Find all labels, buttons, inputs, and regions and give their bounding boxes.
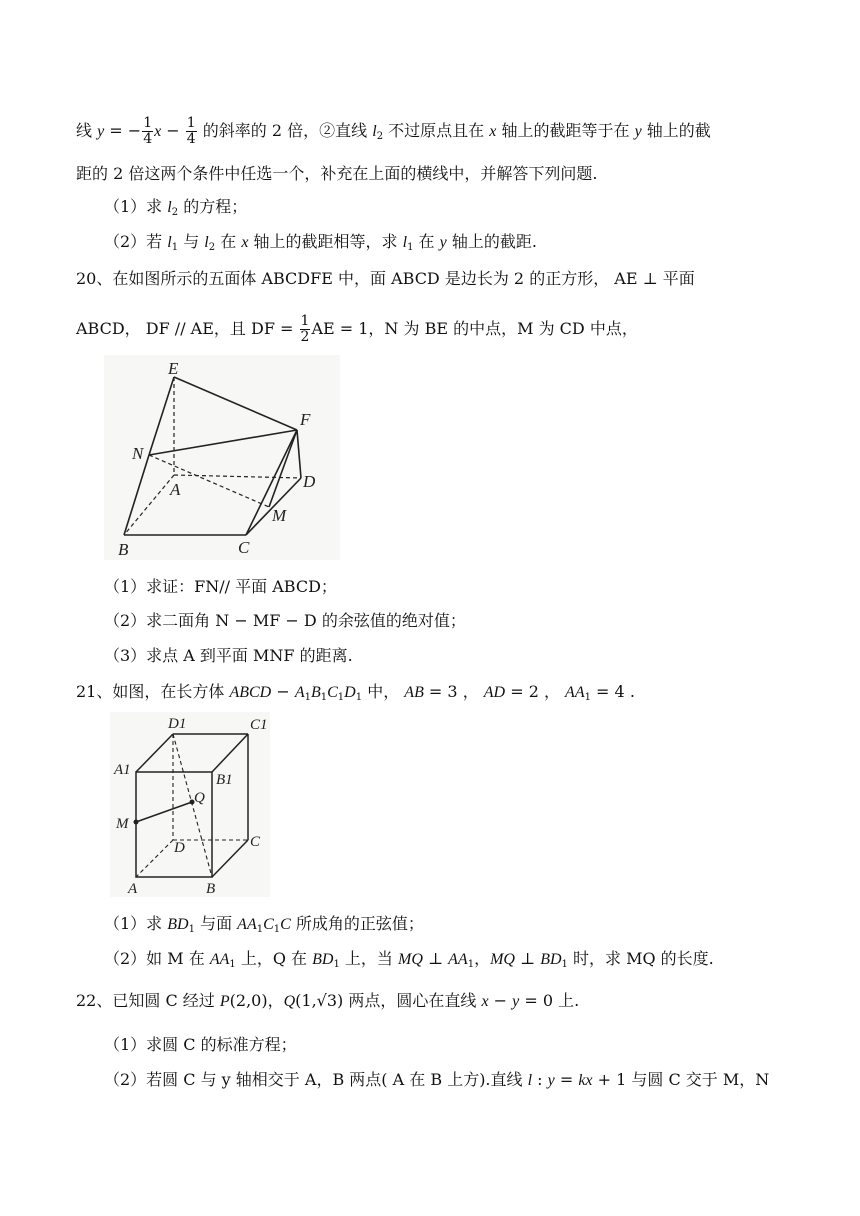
- q21-cuboid-figure: [110, 712, 270, 897]
- q19-part-1: （1）求 $l_2$ 的方程；: [104, 197, 248, 218]
- label-B: B: [206, 881, 216, 897]
- q21-part-2: （2）如 M 在 $AA_1$ 上，Q 在 $BD_1$ 上，当 MQ ⊥ $AA_1$，MQ ⊥ $BD_1$ 时，求 MQ 的长度.: [104, 949, 714, 970]
- q20-part-2: （2）求二面角 N − MF − D 的余弦值的绝对值；: [104, 611, 466, 630]
- label-B: B: [118, 540, 129, 559]
- q21-part-1: （1）求 $BD_1$ 与面 $AA_1C_1C$ 所成角的正弦值；: [104, 914, 424, 935]
- label-D: D: [303, 472, 316, 491]
- q20-pentahedron-figure: [104, 355, 340, 560]
- q20-part-3: （3）求点 A 到平面 MNF 的距离.: [104, 646, 353, 665]
- label-A1: A1: [114, 762, 131, 778]
- q20-part-1: （1）求证：FN// 平面 ABCD；: [104, 577, 337, 596]
- q22-part-2: （2）若圆 C 与 y 轴相交于 A，B 两点( A 在 B 上方).直线 l : y = kx + 1 与圆 C 交于 M，N: [104, 1070, 770, 1089]
- label-Q: Q: [194, 790, 205, 806]
- q21-stem: 21、如图，在长方体 ABCD − $A_1B_1C_1D_1$ 中， AB = 3 ， AD = 2 ， $AA_1 = 4$ .: [76, 682, 635, 703]
- label-M: M: [272, 506, 287, 525]
- label-D1: D1: [168, 716, 187, 732]
- label-A: A: [128, 881, 138, 897]
- label-A: A: [170, 480, 181, 499]
- q19-line-2: 距的 2 倍这两个条件中任选一个，补充在上面的横线中，并解答下列问题.: [76, 164, 598, 183]
- label-C: C: [250, 834, 261, 850]
- label-D: D: [174, 840, 185, 856]
- q19-continuation-line: 线 y = − $\frac{1}{4}$ x − $\frac{1}{4}$ 的斜率的 2 倍，②直线 $l_2$ 不过原点且在 x 轴上的截距等于在 y 轴上的截: [76, 115, 711, 147]
- q22-stem: 22、已知圆 C 经过 P(2,0)，Q(1,√3) 两点，圆心在直线 x − y = 0 上.: [76, 991, 580, 1010]
- q20-stem-line-1: 20、在如图所示的五面体 ABCDFE 中，面 ABCD 是边长为 2 的正方形， AE ⊥ 平面: [76, 269, 695, 288]
- q20-stem-line-2: ABCD， DF // AE，且 DF = $\frac{1}{2}$ AE = 1，N 为 BE 的中点，M 为 CD 中点，: [76, 313, 638, 345]
- equation-y: y: [97, 123, 105, 140]
- q19-part-2: （2）若 $l_1$ 与 $l_2$ 在 x 轴上的截距相等，求 $l_1$ 在 y 轴上的截距.: [104, 232, 537, 253]
- label-C1: C1: [250, 717, 268, 733]
- q22-part-1: （1）求圆 C 的标准方程；: [104, 1035, 297, 1054]
- label-N: N: [132, 444, 144, 463]
- label-C: C: [238, 538, 250, 557]
- label-E: E: [168, 359, 179, 378]
- label-M: M: [116, 816, 129, 832]
- label-F: F: [300, 410, 311, 429]
- label-B1: B1: [216, 772, 233, 788]
